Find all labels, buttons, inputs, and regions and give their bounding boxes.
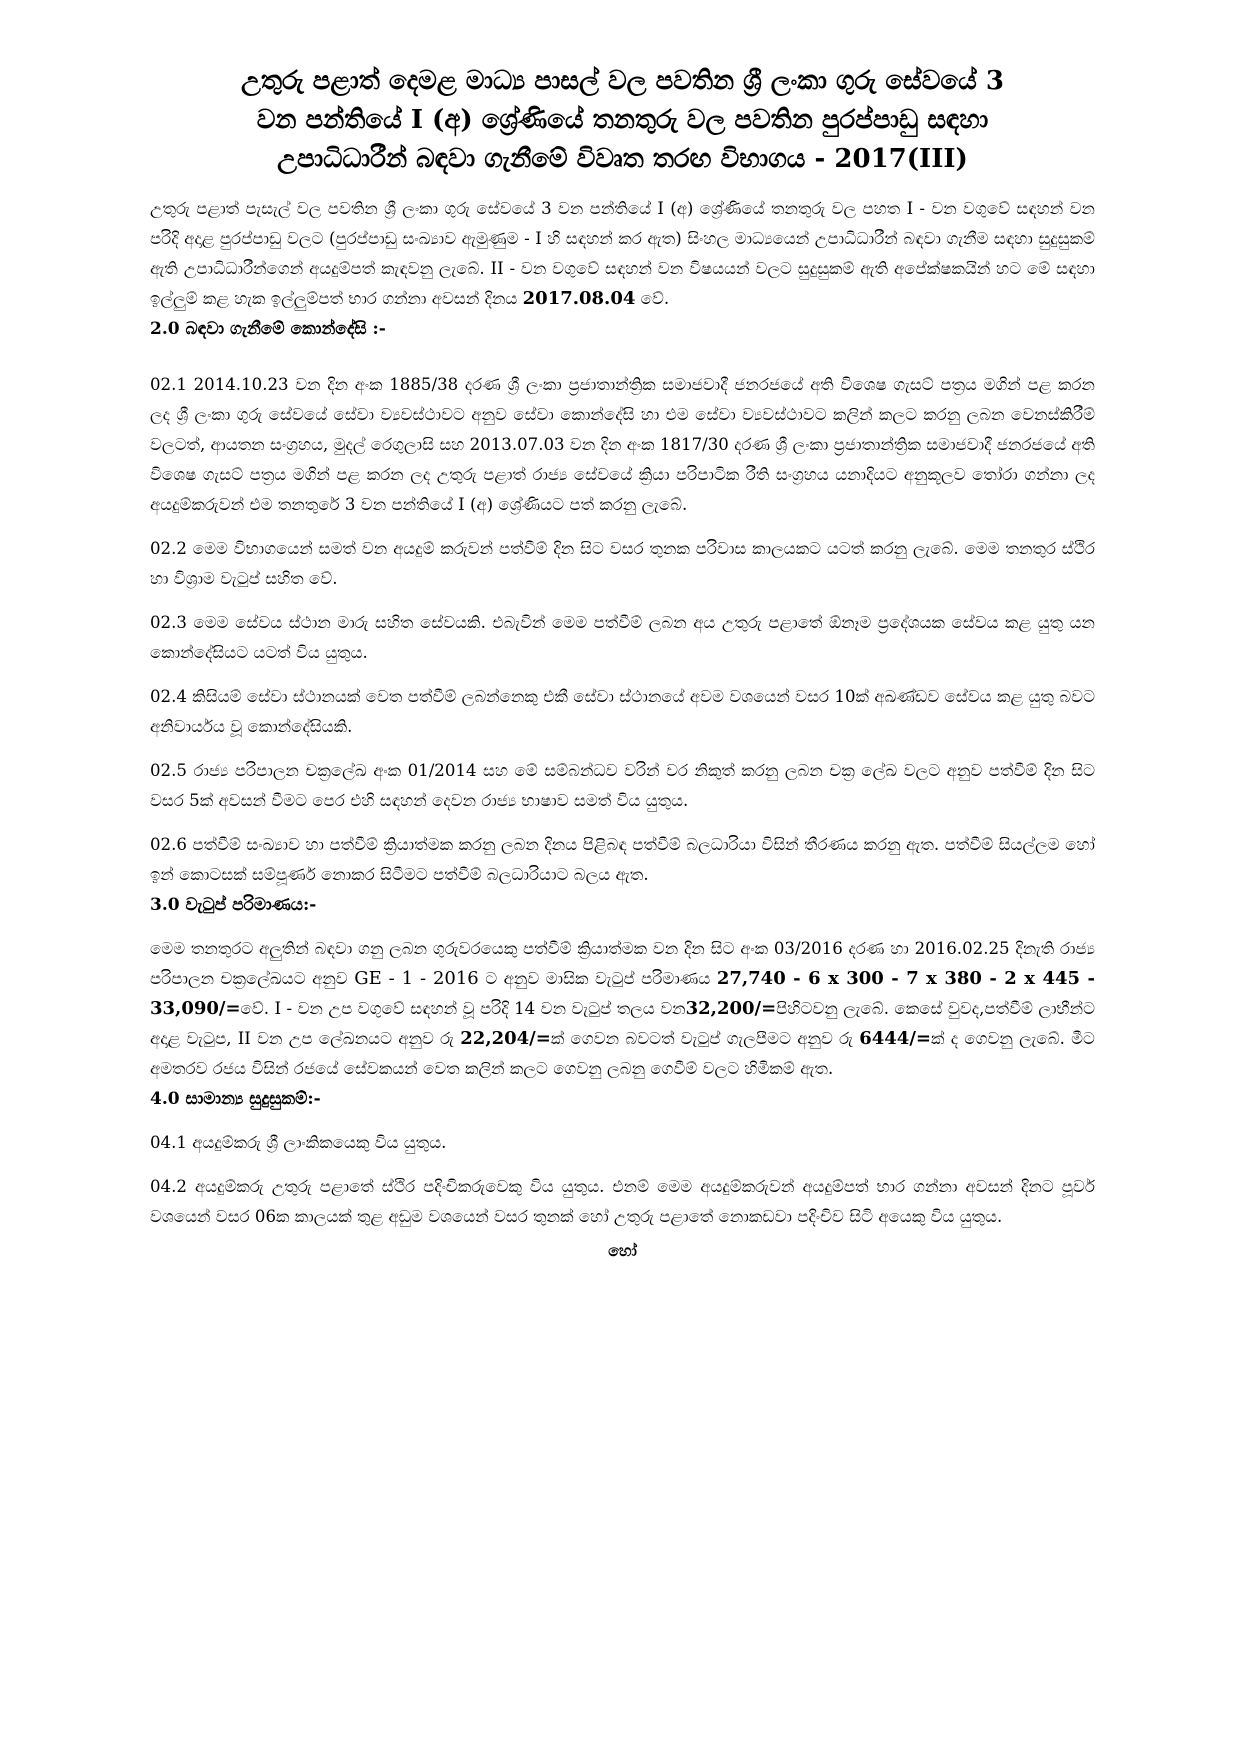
salary-amount-2: 22,204/= xyxy=(460,1028,551,1049)
salary-code: GE - 1 - 2016 xyxy=(354,968,479,989)
section-3-heading: 3.0 වැටුප් පරිමාණය:- xyxy=(150,895,317,915)
clause-02-2: 02.2 මෙම විභාගයෙන් සමත් වන අයදුම් කරුවන් පත්වීම් දින සිට වසර තුනක පරිවාස කාලයකට යටත් කරනු ලැබේ. මෙම තනතුර ස්ථිර හා විශ්‍රාම වැටුප් සහිත වේ. xyxy=(150,539,1095,588)
salary-text-4: පිහිටවනු ලැබේ. කෙසේ වුවද,පත්වීම් ලාභීන්ට අදාළ වැටුප, II වන උප ලේඛනයට අනුව රු xyxy=(150,999,1096,1048)
closing-date: 2017.08.04 xyxy=(522,288,636,309)
document-title xyxy=(150,62,1095,179)
clause-02-4: 02.4 කිසියම් සේවා ස්ථානයක් වෙත පත්වීම් ලබන්නෙකු එකී සේවා ස්ථානයේ අවම වශයෙන් වසර 10ක් අඛණ්ඩව සේවය කළ යුතු බවට අනිවාර්යය වූ කොන්දේසියකි. xyxy=(150,687,1096,736)
title-line-1: උතුරු පළාත් දෙමළ මාධ්‍ය පාසල් වල පවතින ශ්‍රී ලංකා ගුරු සේවයේ 3 xyxy=(241,66,1004,96)
salary-text-3: වේ. I - වන උප වගුවේ සඳහන් වූ පරිදි 14 වන වැටුප් තලය වන xyxy=(240,999,686,1018)
salary-amount-1: 32,200/= xyxy=(685,998,777,1019)
salary-paragraph xyxy=(150,934,1095,1084)
salary-scale: 27,740 - 6 x 300 - 7 x 380 - 2 x 445 - 33,090/= xyxy=(150,968,1095,1019)
salary-text-6: ක් ද ගෙවනු ලැබේ. මීට අමතරව රජය විසින් රජයේ සේවකයන් වෙත කලින් කලට ගෙවනු ලබනු ගෙවීම් වලට හිමිකම් ඇත. xyxy=(150,1029,1095,1078)
clause-02-3: 02.3 මෙම සේවය ස්ථාන මාරු සහිත සේවයකි. එබැවින් මෙම පත්වීම් ලබන අය උතුරු පළාතේ ඕනෑම ප්‍රදේශයක සේවය කළ යුතු යන කොන්දේසියට යටත් විය යුතුය. xyxy=(150,613,1095,662)
salary-text-5: ක් ගෙවන බවටත් වැටුප් ගැලපීමට අනුව රු xyxy=(550,1029,860,1048)
clause-04-1: 04.1 අයදුම්කරු ශ්‍රී ලාංකිකයෙකු විය යුතුය. xyxy=(150,1133,447,1152)
clause-02-6: 02.6 පත්වීම් සංඛ්‍යාව හා පත්වීම් ක්‍රියාත්මක කරනු ලබන දිනය පිළිබඳ පත්වීම් බලධාරියා විසින් තීරණය කරනු ඇත. පත්වීම් සියල්ලම හෝ ඉන් කොටසක් සම්පූර්ණ නොකර සිටීමට පත්වීම් බලධාරියාට බලය ඇත. xyxy=(150,835,1095,884)
clause-02-1-number: 02.1 xyxy=(150,375,194,394)
salary-amount-3: 6444/= xyxy=(859,1028,931,1049)
intro-end: වේ. xyxy=(635,289,670,308)
title-line-2: වන පන්තියේ I (අ) ශ්‍රේණියේ තනතුරු වල පවතින පුරප්පාඩු සඳහා xyxy=(256,105,989,135)
clause-04-2: 04.2 අයදුම්කරු උතුරු පළාතේ ස්ථිර පදිංචිකරුවෙකු විය යුතුය. එනම් මෙම අයදුම්කරුවන් අයදුම්පත් භාර ගන්නා අවසන් දිනට පූර්ව වශයෙන් වසර 06ක කාලයක් තුළ අඩුම වශයෙන් වසර තුනක් හෝ උතුරු පළාතේ නොකඩවා පදිංචිව සිටි අයෙකු විය යුතුය. xyxy=(150,1177,1095,1226)
title-line-3: උපාධිධාරීන් බඳවා ගැනීමේ විවෘත තරඟ විභාගය - 2017(III) xyxy=(277,144,968,174)
salary-text-1: මෙම තනතුරට අලුතින් බඳවා ගනු ලබන ගුරුවරයෙකු පත්වීම් ක්‍රියාත්මක වන දින සිට අංක 03/2016 දරණ හා 2016.02.25 දිනැති රාජ්‍ය පරිපාලන චක්‍රලේඛයට අනුව xyxy=(150,939,1095,988)
clause-02-1-text: 2014.10.23 වන දින අංක 1885/38 දරණ ශ්‍රී ලංකා ප්‍රජාතාන්ත්‍රික සමාජවාදී ජනරජයේ අති විශෙෂ ගැසට් පත්‍රය මගින් පළ කරන ලද ශ්‍රී ලංකා ගුරු සේවයේ සේවා ව්‍යවස්ථාවට අනුව සේවා කොන්දේසි හා එම සේවා ව්‍යවස්ථාවට කලින් කලට කරනු ලබන වෙනස්කිරීම් වලටත්, ආයතන සංග්‍රහය, මුදල් රෙගුලාසි සහ 2013.07.03 වන දින අංක 1817/30 දරණ ශ්‍රී ලංකා ප්‍රජාතාන්ත්‍රික සමාජවාදී ජනරජයේ අති විශෙෂ ගැසට් පත්‍රය මගින් පළ කරන ලද උතුරු පළාත් රාජ්‍ය සේවයේ ක්‍රියා පරිපාටික රීති සංග්‍රහය යනාදියට අනුකූලව තෝරා ගන්නා ලද අයදුම්කරුවන් එම තනතුරේ 3 වන පන්තියේ I (අ) ශ්‍රේණියට පත් කරනු ලැබේ. xyxy=(150,375,1095,514)
document-page xyxy=(150,62,1095,1266)
section-4-heading: 4.0 සාමාන්‍ය සුදුසුකම්:- xyxy=(150,1089,321,1109)
or-label: හෝ xyxy=(608,1241,637,1260)
clause-02-5: 02.5 රාජ්‍ය පරිපාලන චක්‍රලේඛ අංක 01/2014 සහ මේ සම්බන්ධව වරින් වර නිකුත් කරනු ලබන චක්‍ර ලේඛ වලට අනුව පත්වීම් දින සිට වසර 5ක් අවසන් වීමට පෙර එහි සඳහන් දෙවන රාජ්‍ය භාෂාව සමත් විය යුතුය. xyxy=(150,761,1095,810)
clause-02-1 xyxy=(150,370,1095,520)
intro-paragraph xyxy=(150,194,1095,314)
section-2-heading: 2.0 බඳවා ගැනීමේ කොන්දේසි :- xyxy=(150,319,386,339)
intro-text: උතුරු පළාත් පැසැල් වල පවතින ශ්‍රී ලංකා ගුරු සේවයේ 3 වන පන්තියේ I (අ) ශ්‍රේණියේ තනතුරු වල පහත I - වන වගුවේ සඳහන් වන පරිදි අදාළ පුරප්පාඩු වලට (පුරප්පාඩු සංඛ්‍යාව ඇමුණුම - I හි සඳහන් කර ඇත) සිංහල මාධ්‍යයෙන් උපාධිධාරීන් බඳවා ගැනීම සඳහා සුදුසුකම් ඇති උපාධිධාරීන්ගෙන් අයදුම්පත් කැඳවනු ලැබේ. II - වන වගුවේ සඳහන් වන විෂයයන් වලට සුදුසුකම් ඇති අපේක්ෂකයින් හට මේ සඳහා ඉල්ලුම් කළ හැක ඉල්ලුම්පත් භාර ගන්නා අවසන් දිනය xyxy=(150,199,1095,308)
salary-text-2: ට අනුව මාසික වැටුප් පරිමාණය xyxy=(478,969,717,988)
